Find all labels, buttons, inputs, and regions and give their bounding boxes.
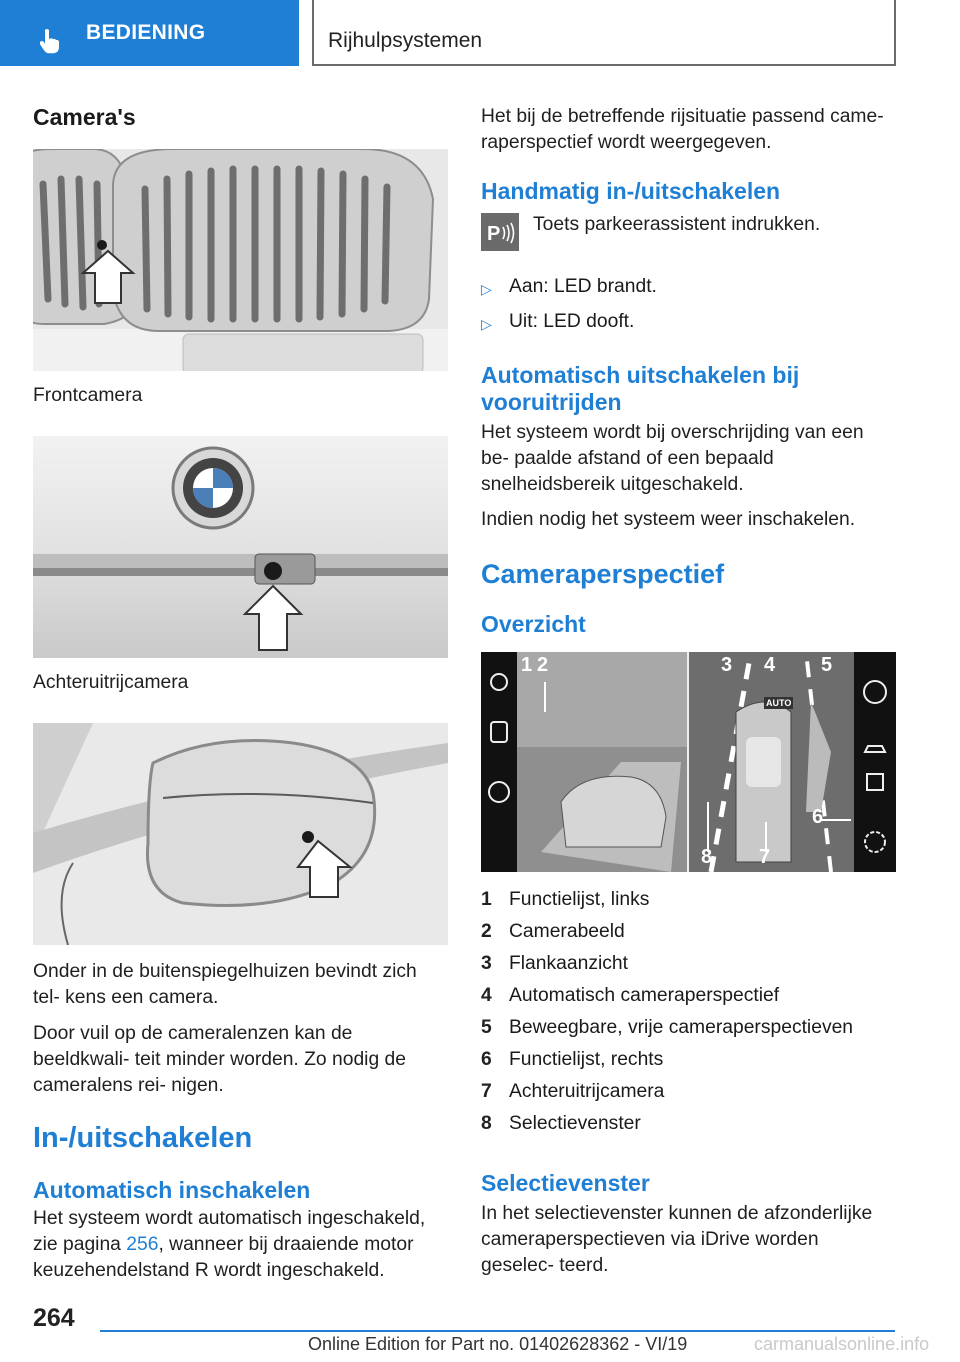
led-bullets <box>481 275 896 336</box>
heading-automatisch-inschakelen: Automatisch inschakelen <box>33 1177 311 1203</box>
screen-label-5: 5 <box>821 654 833 676</box>
paragraph-intro: Het bij de betreffende rijsituatie passend came- raperspectief wordt weergegeven. <box>481 106 884 153</box>
list-item <box>481 916 896 948</box>
paragraph-dirt-warning: Door vuil op de cameralenzen kan de beeldkwali- teit minder worden. Zo nodig de cameralens rei- nigen. <box>33 1023 406 1096</box>
list-item-number: 5 <box>481 1017 492 1038</box>
front-camera-image <box>33 149 448 371</box>
list-item-number: 3 <box>481 953 492 974</box>
screen-auto-badge: AUTO <box>766 698 792 708</box>
list-item-text: Functielijst, links <box>509 889 650 910</box>
caption-frontcamera: Frontcamera <box>33 385 143 406</box>
paragraph-auto-on-text-2: , wanneer bij draaiende motor keuzehendelstand R wordt ingeschakeld. <box>33 1234 414 1281</box>
page-link-256[interactable]: 256 <box>126 1234 159 1255</box>
list-item-text: Camerabeeld <box>509 921 625 942</box>
edition-text: Online Edition for Part no. 01402628362 - VI/19 <box>308 1334 688 1354</box>
screen-label-2: 2 <box>537 654 549 676</box>
left-column <box>33 100 448 1284</box>
paragraph-auto-on <box>33 1206 448 1284</box>
triangle-bullet-icon: ▷ <box>481 281 492 297</box>
screen-label-8: 8 <box>701 846 713 868</box>
list-item-number: 1 <box>481 889 492 910</box>
bullet-item <box>481 275 896 301</box>
paragraph-selectievenster: In het selectievenster kunnen de afzonderlijke cameraperspectieven via iDrive worden geselec- teerd. <box>481 1203 873 1276</box>
footer-divider <box>100 1330 895 1332</box>
list-item-text: Beweegbare, vrije cameraperspectieven <box>509 1017 854 1038</box>
paragraph-mirror-cameras: Onder in de buitenspiegelhuizen bevindt zich tel- kens een camera. <box>33 961 417 1008</box>
list-item-text: Achteruitrijcamera <box>509 1081 665 1102</box>
heading-in-uitschakelen: In-/uitschakelen <box>33 1122 253 1154</box>
camera-screen-image <box>481 652 896 872</box>
list-item-text: Flankaanzicht <box>509 953 628 974</box>
triangle-bullet-icon: ▷ <box>481 316 492 332</box>
button-instruction-text: Toets parkeerassistent indrukken. <box>533 214 821 235</box>
list-item-number: 7 <box>481 1081 492 1102</box>
button-instruction <box>481 213 896 251</box>
screen-label-7: 7 <box>759 846 771 868</box>
list-item-number: 4 <box>481 985 492 1006</box>
list-item-number: 6 <box>481 1049 492 1070</box>
list-item-text: Functielijst, rechts <box>509 1049 664 1070</box>
legend-list <box>481 884 896 1140</box>
paragraph-re-enable: Indien nodig het systeem weer inschakelen. <box>481 509 856 530</box>
section-title: Rijhulpsystemen <box>328 29 483 52</box>
watermark-text: carmanualsonline.info <box>754 1334 930 1354</box>
list-item <box>481 1044 896 1076</box>
heading-selectievenster: Selectievenster <box>481 1170 650 1196</box>
right-column <box>481 104 896 1279</box>
mirror-camera-image <box>33 723 448 945</box>
svg-text:P: P <box>487 223 501 245</box>
park-assist-button-icon <box>481 213 519 251</box>
list-item <box>481 948 896 980</box>
screen-label-1: 1 <box>521 654 533 676</box>
heading-cameraperspectief: Cameraperspectief <box>481 559 725 589</box>
section-header <box>312 0 896 66</box>
list-item-number: 2 <box>481 921 492 942</box>
page-number: 264 <box>33 1304 75 1332</box>
list-item <box>481 1108 896 1140</box>
screen-label-3: 3 <box>721 654 733 676</box>
screen-label-6: 6 <box>812 806 824 828</box>
hand-pointer-icon <box>40 28 62 54</box>
list-item-text: Selectievenster <box>509 1113 641 1134</box>
chapter-tab[interactable] <box>0 0 299 66</box>
list-item-text: Automatisch cameraperspectief <box>509 985 780 1006</box>
heading-automatisch-uitschakelen: Automatisch uitschakelen bij vooruitrijden <box>481 362 800 415</box>
screen-label-4: 4 <box>764 654 776 676</box>
heading-handmatig: Handmatig in-/uitschakelen <box>481 178 781 204</box>
bullet-text: Uit: LED dooft. <box>509 311 635 332</box>
bullet-item <box>481 310 896 336</box>
paragraph-auto-on-text: Het systeem wordt automatisch ingeschakeld, zie pagina <box>33 1208 426 1255</box>
heading-overzicht: Overzicht <box>481 611 586 637</box>
list-item <box>481 980 896 1012</box>
list-item <box>481 1076 896 1108</box>
list-item <box>481 884 896 916</box>
heading-cameras: Camera's <box>33 104 136 130</box>
bullet-text: Aan: LED brandt. <box>509 276 657 297</box>
chapter-title: BEDIENING <box>86 21 206 44</box>
rear-camera-image <box>33 436 448 658</box>
list-item-number: 8 <box>481 1113 492 1134</box>
paragraph-auto-off: Het systeem wordt bij overschrijding van een be- paalde afstand of een bepaald snelheidsbereik uitgeschakeld. <box>481 422 864 495</box>
caption-achteruitrijcamera: Achteruitrijcamera <box>33 672 189 693</box>
list-item <box>481 1012 896 1044</box>
